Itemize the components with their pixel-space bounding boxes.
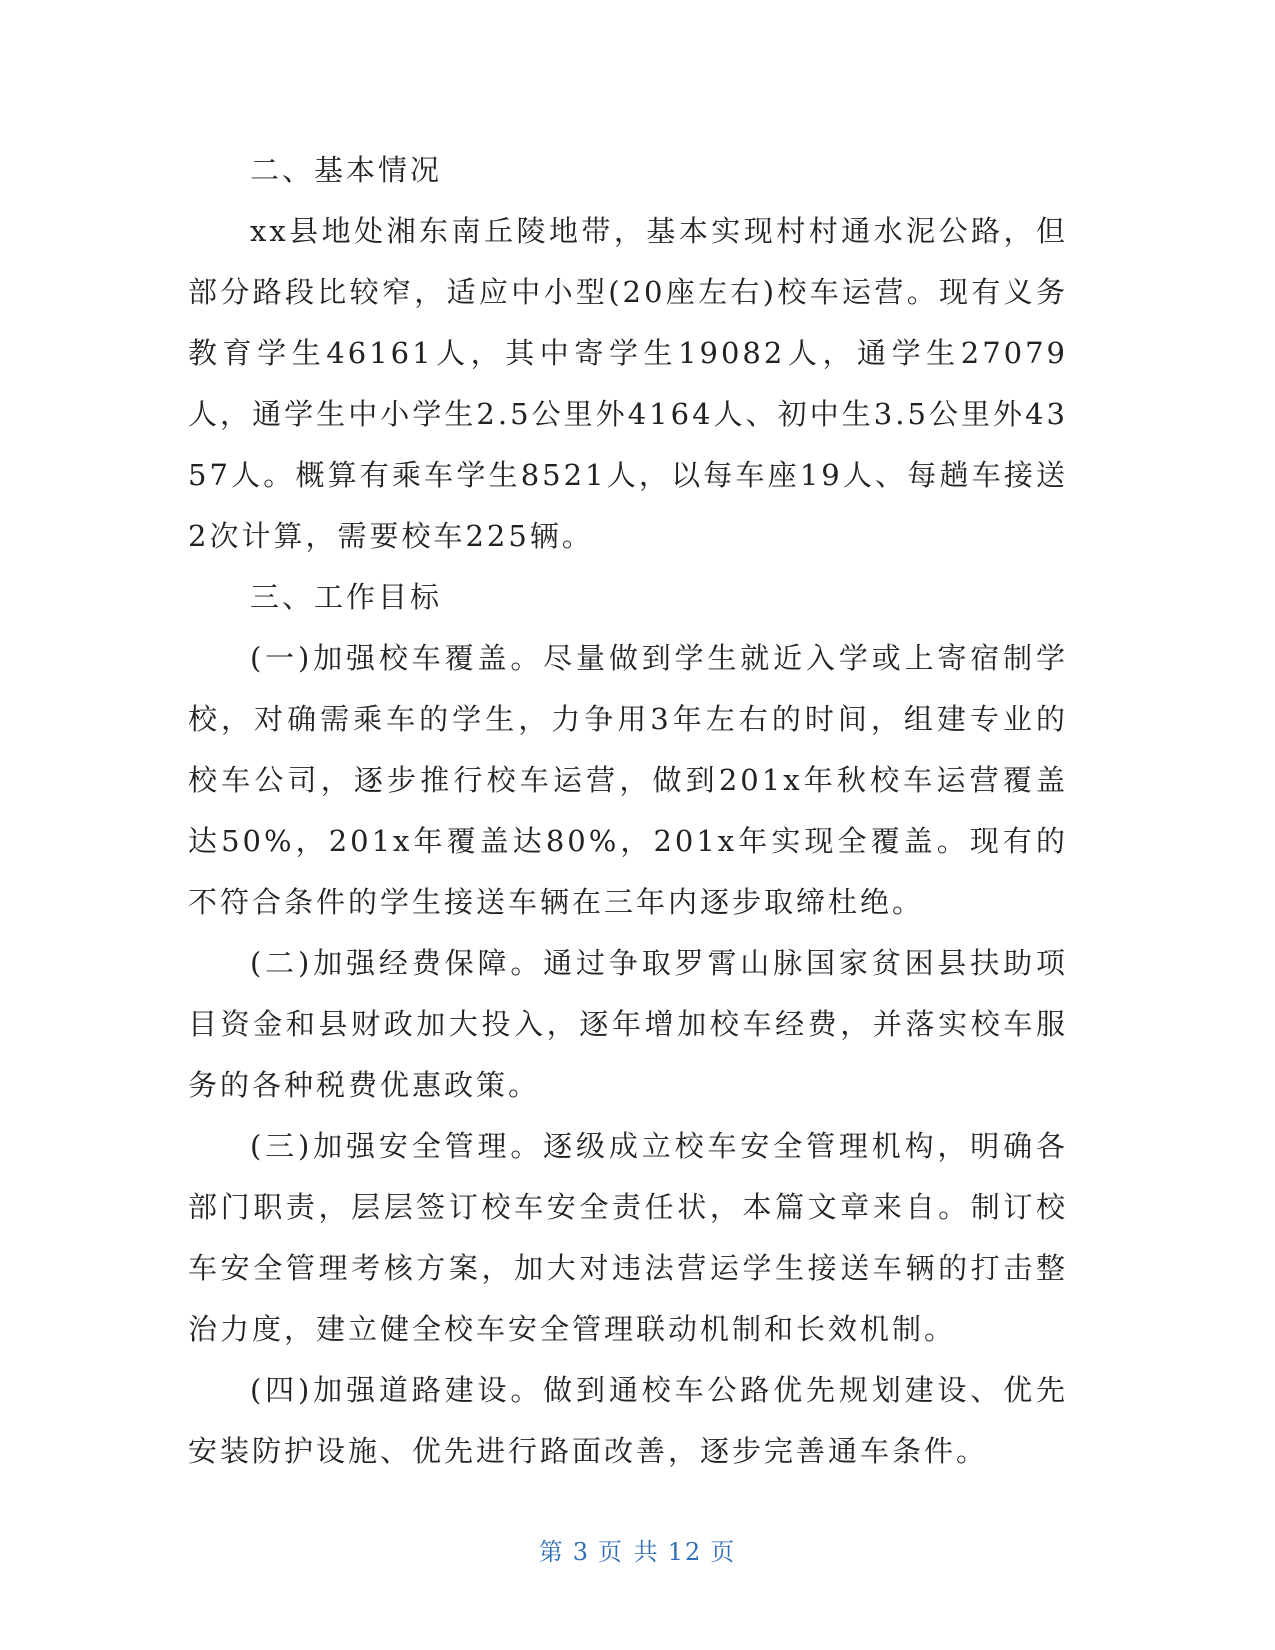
paragraph-goal-coverage: (一)加强校车覆盖。尽量做到学生就近入学或上寄宿制学校，对确需乘车的学生，力争用3年左右的时间，组建专业的校车公司，逐步推行校车运营，做到201x年秋校车运营覆盖达50%，201x年覆盖达80%，201x年实现全覆盖。现有的不符合条件的学生接送车辆在三年内逐步取缔杜绝。	[188, 641, 1068, 919]
paragraph-goal-roads: (四)加强道路建设。做到通校车公路优先规划建设、优先安装防护设施、优先进行路面改善，逐步完善通车条件。	[188, 1373, 1068, 1468]
footer-suffix: 页	[710, 1538, 737, 1566]
paragraph-basic-situation: xx县地处湘东南丘陵地带，基本实现村村通水泥公路，但部分路段比较窄，适应中小型(20座左右)校车运营。现有义务教育学生46161人，其中寄学生19082人，通学生27079人，通学生中小学生2.5公里外4164人、初中生3.5公里外4357人。概算有乘车学生8521人，以每车座19人、每趟车接送2次计算，需要校车225辆。	[188, 214, 1068, 553]
document-body	[188, 140, 1068, 1482]
section-heading-basic-situation: 二、基本情况	[250, 153, 443, 187]
footer-total-pages: 12	[667, 1538, 703, 1566]
paragraph-goal-funding: (二)加强经费保障。通过争取罗霄山脉国家贫困县扶助项目资金和县财政加大投入，逐年增加校车经费，并落实校车服务的各种税费优惠政策。	[188, 946, 1068, 1102]
paragraph-goal-safety: (三)加强安全管理。逐级成立校车安全管理机构，明确各部门职责，层层签订校车安全责任状，本篇文章来自。制订校车安全管理考核方案，加大对违法营运学生接送车辆的打击整治力度，建立健全校车安全管理联动机制和长效机制。	[188, 1129, 1068, 1346]
footer-current-page: 3	[572, 1538, 591, 1566]
section-heading-work-goals: 三、工作目标	[250, 580, 443, 614]
footer-prefix: 第	[538, 1538, 565, 1566]
footer-middle: 页 共	[598, 1538, 660, 1566]
page-footer	[0, 1532, 1275, 1567]
